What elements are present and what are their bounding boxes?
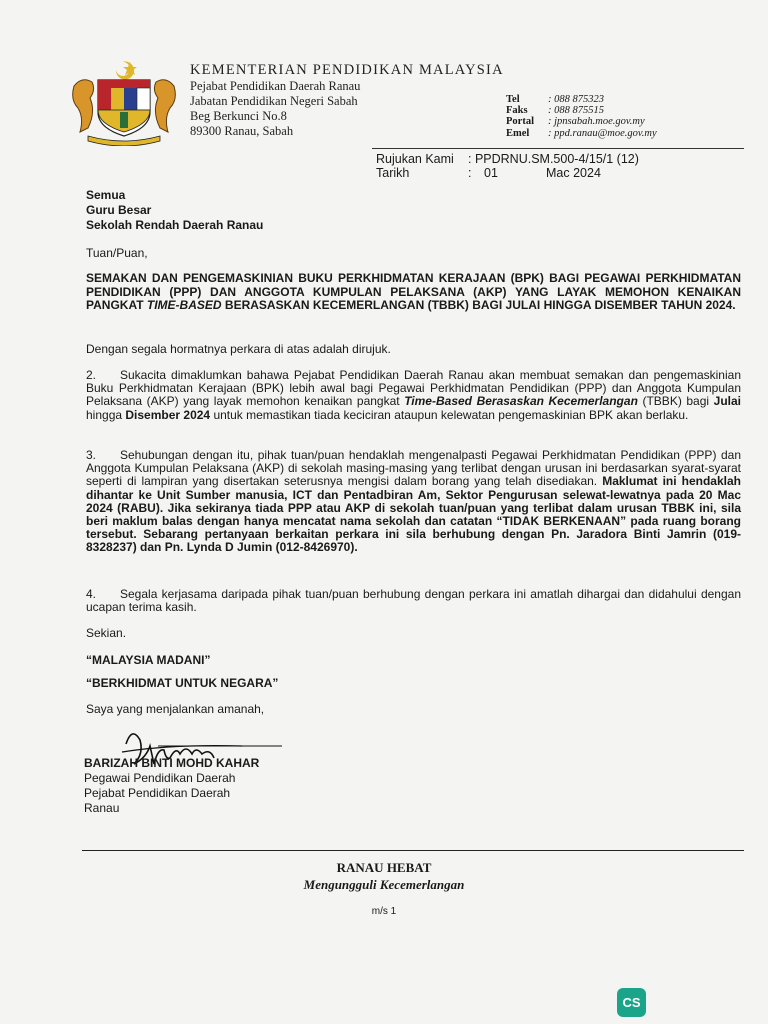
reference-block — [376, 152, 639, 180]
reference-label: Rujukan Kami — [376, 152, 454, 166]
closing-amanah: Saya yang menjalankan amanah, — [86, 702, 265, 716]
contact-row — [506, 105, 657, 116]
address-line: Beg Berkunci No.8 — [190, 109, 287, 123]
reference-row — [376, 152, 639, 166]
footer-tagline: Mengungguli Kecemerlangan — [303, 877, 465, 892]
contact-label: Portal — [506, 116, 534, 128]
address-line: Pejabat Pendidikan Daerah Ranau — [190, 79, 361, 93]
date-separator: : — [468, 166, 472, 180]
signer-block — [84, 756, 259, 816]
contact-row — [506, 116, 657, 127]
letterhead-organisation — [190, 62, 504, 139]
contact-value: : 088 875323 — [548, 94, 604, 105]
camscanner-badge-icon[interactable]: CS — [617, 988, 646, 1017]
recipient-line: Sekolah Rendah Daerah Ranau — [86, 218, 264, 232]
paragraph-emphasis: Disember 2024 — [125, 407, 211, 422]
paragraph-emphasis: Maklumat ini hendaklah dihantar ke Unit Sumber manusia, ICT dan Pentadbiran Am, Sektor Pengurusan selewat-lewatnya pada 20 Mac 2024 (RABU). Jika sekiranya tiada PPP atau AKP di sekolah tuan/puan yang terlibat dalam urusan TBBK ini, sila beri maklum balas dengan hanya mencatat nama sekolah dan catatan “TIDAK BERKENAAN” pada ruang borang tersebut. Sebarang pertanyaan berkaitan perkara ini sila berhubung dengan Pn. Jaradora Binti Jamrin (019-8328237) dan Pn. Lynda D Jumin (012-8426970). — [86, 474, 741, 555]
closing-sekian: Sekian. — [86, 626, 127, 640]
page-number: m/s 1 — [371, 906, 397, 917]
paragraph-emphasis: Time-Based Berasaskan Kecemerlangan — [404, 394, 638, 409]
date-label: Tarikh — [376, 166, 410, 180]
paragraph-text: hingga — [86, 407, 126, 422]
contact-label: Tel — [506, 94, 520, 105]
subject-text: BERASASKAN KECEMERLANGAN (TBBK) BAGI JULAI HINGGA DISEMBER TAHUN 2024. — [221, 298, 736, 312]
signer-line: Pegawai Pendidikan Daerah — [84, 771, 236, 785]
footer-motto: RANAU HEBAT — [336, 860, 432, 875]
signer-line: Ranau — [84, 801, 120, 815]
slogan-berkhidmat: “BERKHIDMAT UNTUK NEGARA” — [86, 676, 279, 690]
recipient-block — [86, 188, 263, 233]
contact-value: : ppd.ranau@moe.gov.my — [548, 127, 657, 139]
paragraph-text: Sehubungan dengan itu, pihak tuan/puan hendaklah mengenalpasti Pegawai Perkhidmatan Pendidikan (PPP) dan Anggota Kumpulan Pelaksana (AKP) di sekolah masing-masing yang terlibat dengan urusan ini berdasarkan syarat-syarat seperti di lampiran yang disertakan seterusnya mengisi dalam borang yang telah disediakan. — [86, 448, 741, 489]
address-line: Jabatan Pendidikan Negeri Sabah — [190, 94, 358, 108]
paragraph-number: 4. — [86, 587, 97, 601]
subject-text: SEMAKAN DAN PENGEMASKINIAN BUKU PERKHIDMATAN KERAJAAN (BPK) BAGI PEGAWAI PERKHIDMATAN PENDIDIKAN (PPP) DAN ANGGOTA KUMPULAN PELAKSANA (AKP) YANG LAYAK MEMOHON KENAIKAN PANGKAT — [86, 271, 741, 312]
paragraph-text: (TBBK) bagi — [637, 394, 714, 409]
reference-value: : PPDRNU.SM.500-4/15/1 (12) — [468, 152, 639, 166]
date-month-year: Mac 2024 — [546, 166, 601, 180]
letter-subject — [86, 272, 741, 313]
salutation: Tuan/Puan, — [86, 246, 148, 260]
contact-label: Faks — [506, 105, 528, 117]
signer-name: BARIZAH BINTI MOHD KAHAR — [84, 756, 260, 770]
paragraph-text: Sukacita dimaklumkan bahawa Pejabat Pendidikan Daerah Ranau akan membuat semakan dan pengemaskinian Buku Perkhidmatan Kerajaan (BPK) lebih awal bagi Pegawai Perkhidmatan Pendidikan (PPP) dan Anggota Kumpulan Pelaksana (AKP) yang layak memohon kenaikan pangkat — [86, 368, 741, 409]
date-day: 01 — [484, 166, 498, 180]
contact-value: : jpnsabah.moe.gov.my — [548, 116, 645, 128]
letterhead-contacts — [506, 94, 657, 139]
paragraph-text: Segala kerjasama daripada pihak tuan/puan berhubung dengan perkara ini amatlah dihargai dan didahului dengan ucapan terima kasih. — [86, 587, 741, 615]
contact-row — [506, 128, 657, 139]
address-line: 89300 Ranau, Sabah — [190, 124, 294, 138]
paragraph-number: 2. — [86, 368, 97, 382]
paragraph-text: untuk memastikan tiada keciciran ataupun kelewatan pengemaskinian BPK akan berlaku. — [210, 407, 689, 422]
coat-of-arms-logo — [64, 56, 184, 146]
slogan-malaysia-madani: “MALAYSIA MADANI” — [86, 653, 211, 667]
paragraph-emphasis: Julai — [713, 394, 742, 409]
contact-row — [506, 94, 657, 105]
signer-line: Pejabat Pendidikan Daerah — [84, 786, 231, 800]
date-row — [376, 166, 639, 180]
paragraph-2 — [86, 369, 741, 422]
paragraph-number: 3. — [86, 448, 97, 462]
intro-paragraph: Dengan segala hormatnya perkara di atas adalah dirujuk. — [86, 342, 391, 356]
reference-divider — [372, 148, 744, 149]
paragraph-4 — [86, 588, 741, 614]
footer-divider — [82, 850, 744, 851]
recipient-line: Guru Besar — [86, 203, 152, 217]
contact-label: Emel — [506, 127, 530, 139]
recipient-line: Semua — [86, 188, 126, 202]
paragraph-3 — [86, 449, 741, 555]
subject-emphasis: TIME-BASED — [146, 298, 222, 312]
contact-value: : 088 875515 — [548, 105, 604, 117]
ministry-name: KEMENTERIAN PENDIDIKAN MALAYSIA — [190, 62, 504, 78]
